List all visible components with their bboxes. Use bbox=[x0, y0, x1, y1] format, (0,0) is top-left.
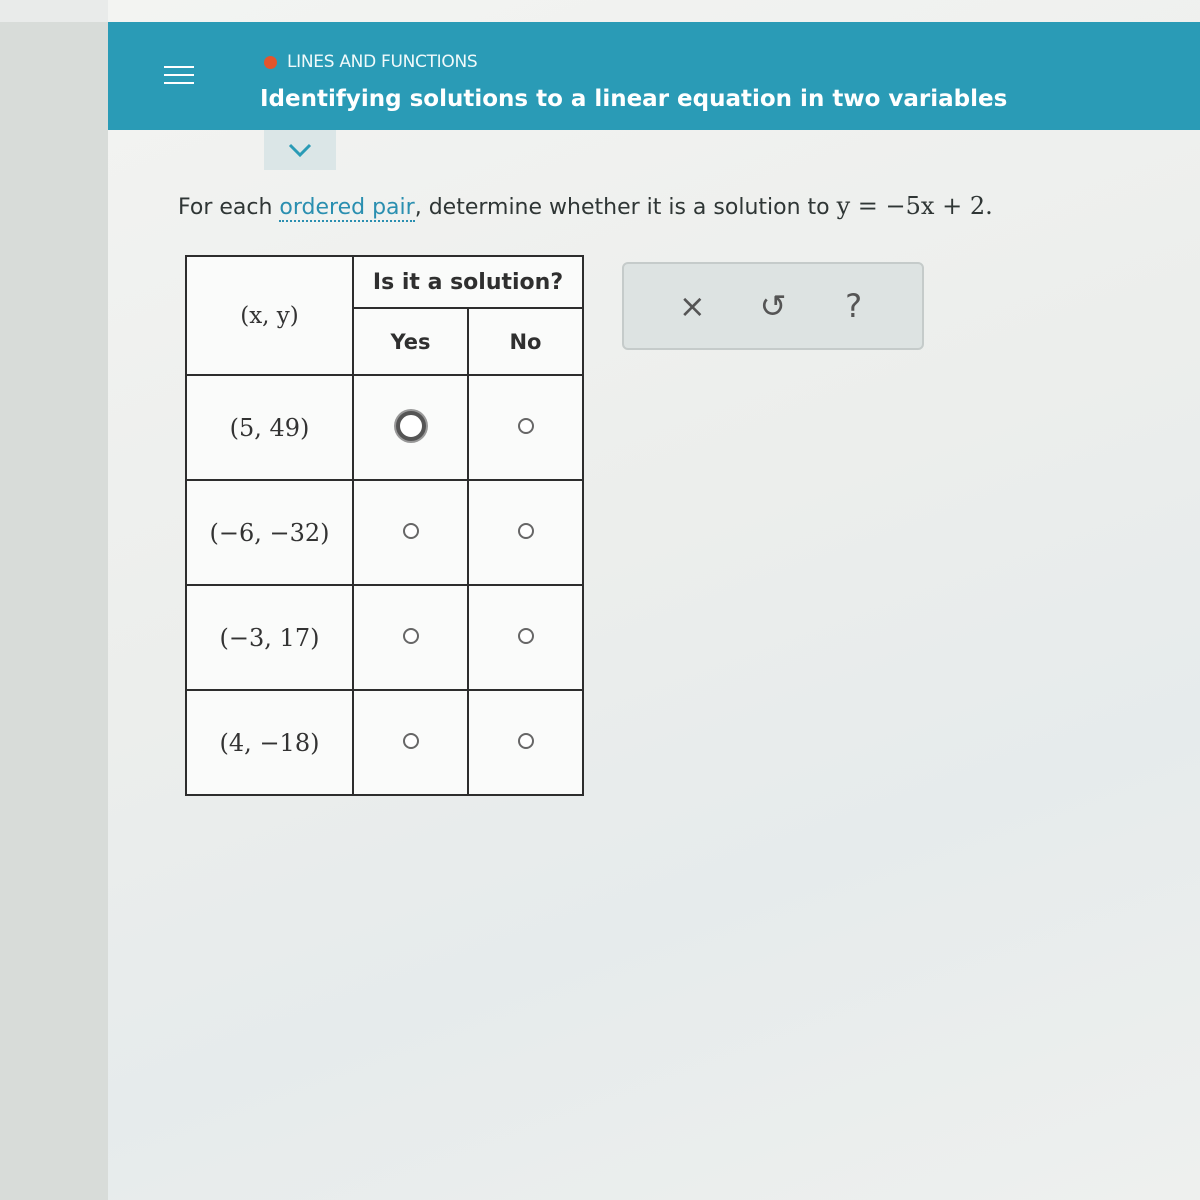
undo-button[interactable] bbox=[748, 287, 798, 325]
no-radio-row-3[interactable] bbox=[518, 628, 534, 644]
yes-cell bbox=[353, 480, 468, 585]
table-row bbox=[186, 480, 583, 585]
undo-icon: ↺ bbox=[759, 287, 787, 325]
prompt-text-middle: , determine whether it is a solution to bbox=[414, 195, 837, 220]
pair-cell: (−3, 17) bbox=[186, 585, 353, 690]
answer-tools-panel bbox=[622, 262, 924, 350]
topic-row bbox=[264, 52, 477, 72]
table-row bbox=[186, 690, 583, 795]
yes-cell bbox=[353, 375, 468, 480]
lesson-title: Identifying solutions to a linear equation in two variables bbox=[260, 86, 1008, 112]
yes-radio-row-2[interactable] bbox=[403, 523, 419, 539]
no-radio-row-1[interactable] bbox=[518, 418, 534, 434]
answer-table bbox=[185, 255, 584, 796]
no-radio-row-2[interactable] bbox=[518, 523, 534, 539]
topic-label: LINES AND FUNCTIONS bbox=[287, 52, 478, 72]
yes-radio-row-3[interactable] bbox=[403, 628, 419, 644]
yes-radio-row-1[interactable] bbox=[396, 411, 426, 441]
pair-cell: (4, −18) bbox=[186, 690, 353, 795]
help-icon: ? bbox=[845, 287, 863, 325]
solution-column-header: Is it a solution? bbox=[353, 256, 583, 308]
no-column-header: No bbox=[468, 308, 583, 375]
chevron-down-icon bbox=[287, 142, 313, 158]
clear-button[interactable] bbox=[667, 287, 717, 325]
lesson-header bbox=[108, 22, 1200, 130]
ordered-pair-link[interactable]: ordered pair bbox=[279, 195, 415, 220]
collapse-header-button[interactable] bbox=[264, 130, 336, 170]
no-cell bbox=[468, 480, 583, 585]
question-prompt bbox=[178, 192, 993, 220]
table-row bbox=[186, 585, 583, 690]
table-row bbox=[186, 375, 583, 480]
menu-icon[interactable] bbox=[164, 60, 194, 90]
no-cell bbox=[468, 585, 583, 690]
pair-cell: (−6, −32) bbox=[186, 480, 353, 585]
yes-radio-row-4[interactable] bbox=[403, 733, 419, 749]
no-radio-row-4[interactable] bbox=[518, 733, 534, 749]
equation: y = −5x + 2. bbox=[836, 192, 993, 220]
close-icon: × bbox=[678, 287, 706, 325]
topic-status-dot bbox=[264, 56, 277, 69]
yes-cell bbox=[353, 690, 468, 795]
yes-column-header: Yes bbox=[353, 308, 468, 375]
no-cell bbox=[468, 690, 583, 795]
pair-column-header: (x, y) bbox=[186, 256, 353, 375]
help-button[interactable] bbox=[829, 287, 879, 325]
prompt-text-start: For each bbox=[178, 195, 280, 220]
pair-cell: (5, 49) bbox=[186, 375, 353, 480]
no-cell bbox=[468, 375, 583, 480]
yes-cell bbox=[353, 585, 468, 690]
